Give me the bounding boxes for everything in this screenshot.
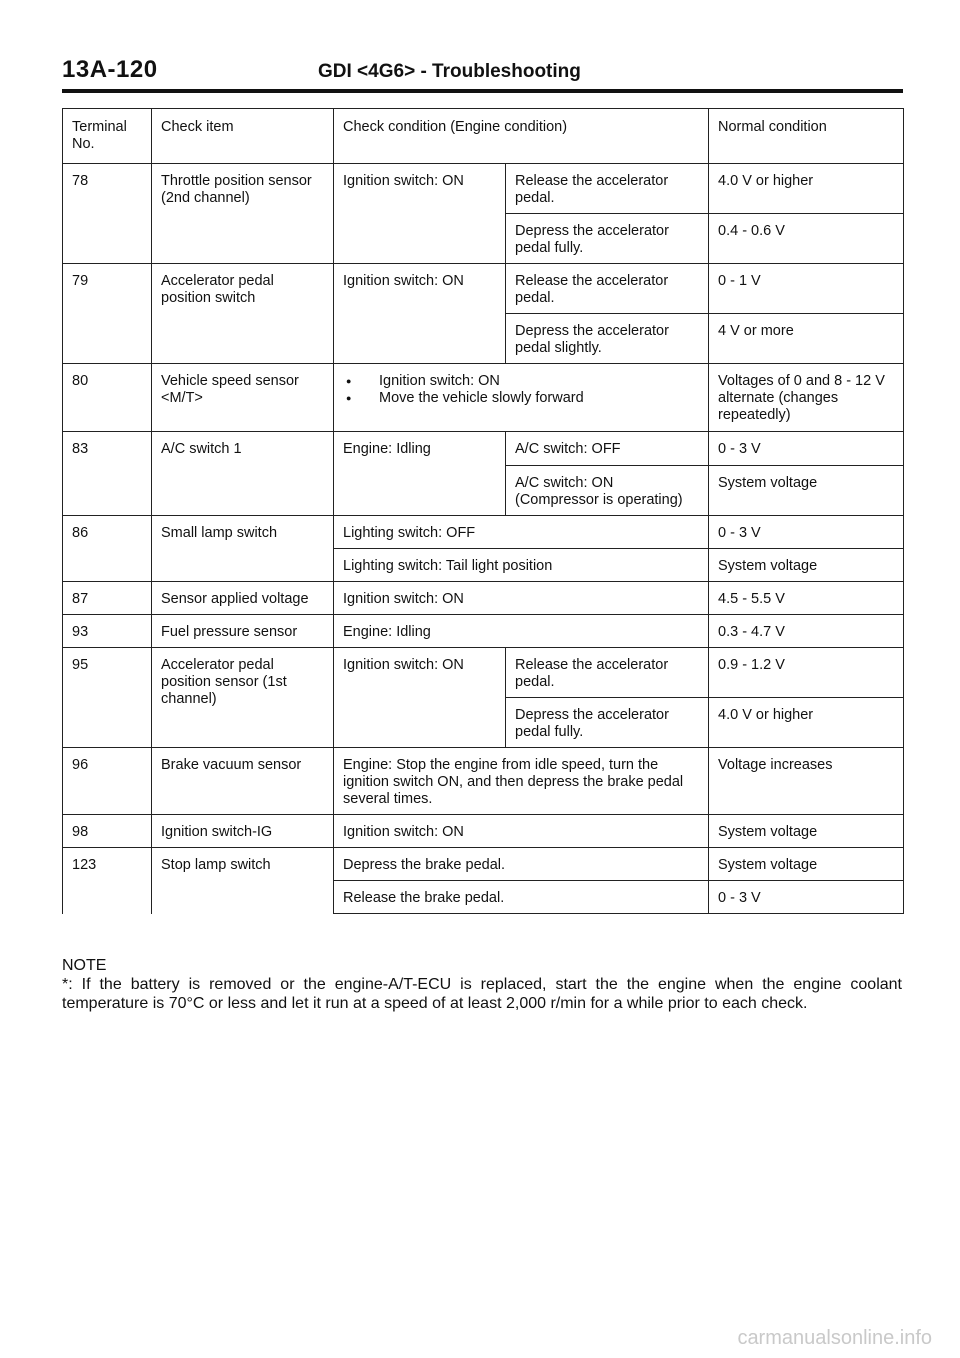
terminal-cell: 123 [63,848,152,914]
watermark: carmanualsonline.info [737,1327,932,1349]
condition-cell: Release the brake pedal. [334,881,709,914]
check-item-cell: Accelerator pedal position sensor (1st channel) [152,648,334,748]
header-terminal: Terminal No. [63,109,152,164]
terminal-cell: 86 [63,516,152,582]
normal-condition-cell: Voltages of 0 and 8 - 12 V alternate (changes repeatedly) [709,364,904,432]
table-row [63,164,904,214]
header-normal-condition: Normal condition [709,109,904,164]
check-item-cell: A/C switch 1 [152,432,334,516]
normal-condition-cell: System voltage [709,549,904,582]
condition-cell: Ignition switch: ON [334,815,709,848]
condition-cell: Lighting switch: OFF [334,516,709,549]
condition-cell: Engine: Idling [334,615,709,648]
note-heading: NOTE [62,957,107,974]
condition-cell: Depress the brake pedal. [334,848,709,881]
terminal-cell: 87 [63,582,152,615]
table-header-row [63,109,904,164]
table-row [63,648,904,698]
normal-condition-cell: 4 V or more [709,314,904,364]
condition-cell: Ignition switch: ON [334,164,506,264]
sub-condition-cell: Release the accelerator pedal. [506,648,709,698]
terminal-check-table [62,108,904,914]
normal-condition-cell: 0 - 3 V [709,432,904,466]
check-item-cell: Sensor applied voltage [152,582,334,615]
table-row [63,264,904,314]
terminal-cell: 98 [63,815,152,848]
normal-condition-cell: 0 - 3 V [709,516,904,549]
normal-condition-cell: 4.0 V or higher [709,164,904,214]
table-row [63,848,904,881]
page-title: GDI <4G6> - Troubleshooting [318,61,581,82]
sub-condition-cell: A/C switch: OFF [506,432,709,466]
condition-cell: Ignition switch: ON [334,648,506,748]
check-item-cell: Brake vacuum sensor [152,748,334,815]
sub-condition-cell: Depress the accelerator pedal slightly. [506,314,709,364]
check-item-cell: Small lamp switch [152,516,334,582]
check-item-cell: Accelerator pedal position switch [152,264,334,364]
table-row [63,615,904,648]
page-code: 13A-120 [62,56,158,83]
check-item-cell: Ignition switch-IG [152,815,334,848]
check-item-cell: Stop lamp switch [152,848,334,914]
normal-condition-cell: 4.5 - 5.5 V [709,582,904,615]
list-item: ● Ignition switch: ON [343,373,699,390]
table-row [63,364,904,432]
header-check-item: Check item [152,109,334,164]
terminal-cell: 78 [63,164,152,264]
table-row [63,748,904,815]
check-item-cell: Throttle position sensor (2nd channel) [152,164,334,264]
terminal-cell: 83 [63,432,152,516]
condition-bullet-list [343,373,699,407]
condition-cell: Ignition switch: ON [334,582,709,615]
header-rule [62,89,903,93]
normal-condition-cell: 0 - 1 V [709,264,904,314]
normal-condition-cell: 0.4 - 0.6 V [709,214,904,264]
normal-condition-cell: 0 - 3 V [709,881,904,914]
condition-cell: Ignition switch: ON [334,264,506,364]
note-text: *: If the battery is removed or the engine-A/T-ECU is replaced, start the the engine when the engine coolant temperature is 70°C or less and let it run at a speed of at least 2,000 r/min for a while prior to each check. [62,976,902,1012]
header-check-condition: Check condition (Engine condition) [334,109,709,164]
table-row [63,582,904,615]
normal-condition-cell: 0.9 - 1.2 V [709,648,904,698]
normal-condition-cell: System voltage [709,848,904,881]
terminal-cell: 95 [63,648,152,748]
sub-condition-cell: Release the accelerator pedal. [506,264,709,314]
table-row [63,432,904,466]
condition-cell: Engine: Idling [334,432,506,516]
terminal-cell: 79 [63,264,152,364]
sub-condition-cell: Release the accelerator pedal. [506,164,709,214]
condition-cell: Lighting switch: Tail light position [334,549,709,582]
normal-condition-cell: System voltage [709,466,904,516]
table-row [63,516,904,549]
sub-condition-cell: Depress the accelerator pedal fully. [506,698,709,748]
condition-cell: Engine: Stop the engine from idle speed, turn the ignition switch ON, and then depress the brake pedal several times. [334,748,709,815]
note-block [62,956,902,1013]
normal-condition-cell: 4.0 V or higher [709,698,904,748]
terminal-cell: 93 [63,615,152,648]
condition-cell [334,364,709,432]
sub-condition-cell: Depress the accelerator pedal fully. [506,214,709,264]
sub-condition-cell: A/C switch: ON (Compressor is operating) [506,466,709,516]
table-row [63,815,904,848]
normal-condition-cell: Voltage increases [709,748,904,815]
list-item: ● Move the vehicle slowly forward [343,390,699,407]
normal-condition-cell: System voltage [709,815,904,848]
terminal-cell: 80 [63,364,152,432]
terminal-cell: 96 [63,748,152,815]
check-item-cell: Vehicle speed sensor <M/T> [152,364,334,432]
normal-condition-cell: 0.3 - 4.7 V [709,615,904,648]
check-item-cell: Fuel pressure sensor [152,615,334,648]
